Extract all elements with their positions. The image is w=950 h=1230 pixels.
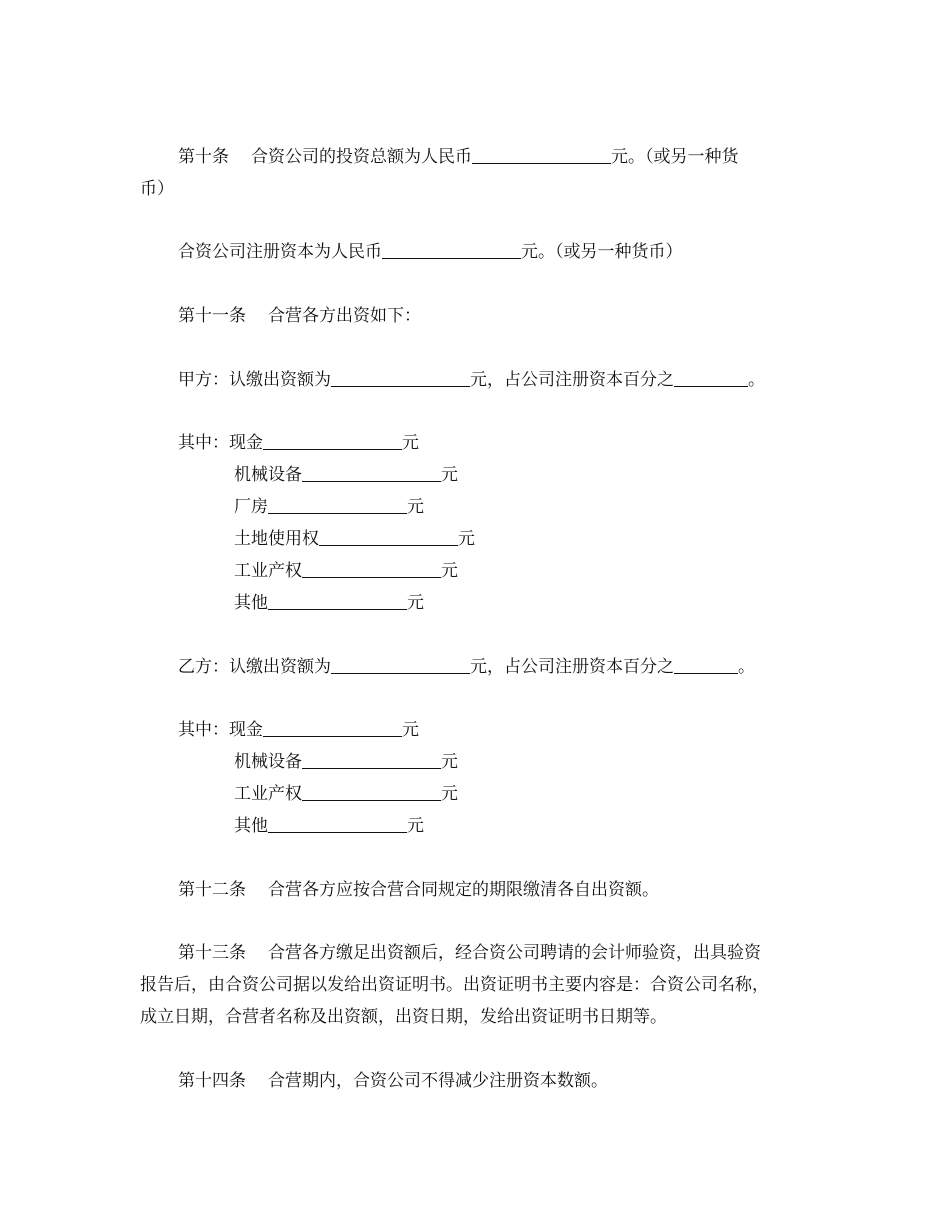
article-11-text: 合营各方出资如下： — [268, 306, 421, 326]
party-b-item-cash — [178, 714, 419, 746]
article-12-text: 合营各方应按合营合同规定的期限缴清各自出资额。 — [268, 880, 659, 900]
article-13-line-1 — [178, 937, 761, 969]
article-14-label: 第十四条 — [178, 1071, 246, 1091]
party-b-line — [178, 651, 755, 683]
breakdown-prefix: 其中： — [178, 720, 229, 740]
party-b-item-other — [234, 810, 424, 842]
party-a-item-ip — [234, 555, 458, 587]
breakdown-label: 机械设备 — [234, 465, 302, 485]
article-13-text: 合营各方缴足出资额后，经合资公司聘请的会计师验资，出具验资 — [268, 943, 761, 963]
article-12-label: 第十二条 — [178, 880, 246, 900]
breakdown-unit: 元 — [407, 816, 424, 836]
registered-capital-tail: 元。（或另一种货币） — [521, 242, 683, 262]
registered-capital-line — [178, 236, 683, 268]
breakdown-blank[interactable] — [302, 461, 441, 482]
breakdown-unit: 元 — [441, 784, 458, 804]
party-b-item-ip — [234, 778, 458, 810]
party-b-text-mid: 元，占公司注册资本百分之 — [470, 657, 674, 677]
breakdown-label: 厂房 — [234, 497, 268, 517]
total-investment-blank[interactable] — [472, 143, 611, 164]
party-a-line — [178, 364, 765, 396]
breakdown-unit: 元 — [441, 752, 458, 772]
breakdown-unit: 元 — [441, 561, 458, 581]
party-b-text: 乙方：认缴出资额为 — [178, 657, 331, 677]
article-13-label: 第十三条 — [178, 943, 246, 963]
breakdown-blank[interactable] — [268, 589, 407, 610]
party-b-item-machinery — [234, 746, 458, 778]
breakdown-blank[interactable] — [302, 748, 441, 769]
breakdown-unit: 元 — [407, 593, 424, 613]
party-a-text: 甲方：认缴出资额为 — [178, 370, 331, 390]
breakdown-unit: 元 — [402, 433, 419, 453]
article-11-label: 第十一条 — [178, 306, 246, 326]
breakdown-blank[interactable] — [263, 429, 402, 450]
article-10-line-2: 币） — [140, 179, 174, 199]
article-10-label: 第十条 — [178, 147, 229, 167]
registered-capital-text: 合资公司注册资本为人民币 — [178, 242, 382, 262]
breakdown-label: 土地使用权 — [234, 529, 319, 549]
breakdown-label: 现金 — [229, 433, 263, 453]
party-a-text-mid: 元，占公司注册资本百分之 — [470, 370, 674, 390]
article-12-line — [178, 874, 659, 906]
article-10-text: 合资公司的投资总额为人民币 — [251, 147, 472, 167]
article-11-line — [178, 300, 421, 332]
article-13-line-3: 成立日期，合营者名称及出资额，出资日期，发给出资证明书日期等。 — [140, 1007, 667, 1027]
breakdown-label: 其他 — [234, 816, 268, 836]
article-10-line-1 — [178, 141, 739, 173]
article-14-line — [178, 1065, 608, 1097]
registered-capital-blank[interactable] — [382, 238, 521, 259]
party-a-percent-blank[interactable] — [674, 366, 748, 387]
party-a-item-factory — [234, 491, 424, 523]
party-b-amount-blank[interactable] — [331, 653, 470, 674]
breakdown-blank[interactable] — [319, 525, 458, 546]
breakdown-unit: 元 — [402, 720, 419, 740]
breakdown-label: 机械设备 — [234, 752, 302, 772]
breakdown-blank[interactable] — [268, 812, 407, 833]
article-10-text-tail: 元。（或另一种货 — [611, 147, 739, 167]
article-14-text: 合营期内，合资公司不得减少注册资本数额。 — [268, 1071, 608, 1091]
party-a-item-other — [234, 587, 424, 619]
breakdown-blank[interactable] — [263, 716, 402, 737]
party-a-text-end: 。 — [748, 370, 765, 390]
breakdown-label: 其他 — [234, 593, 268, 613]
party-b-percent-blank[interactable] — [674, 653, 738, 674]
breakdown-label: 工业产权 — [234, 561, 302, 581]
breakdown-unit: 元 — [441, 465, 458, 485]
party-a-item-land — [234, 523, 475, 555]
article-13-line-2: 报告后，由合资公司据以发给出资证明书。出资证明书主要内容是：合资公司名称， — [140, 975, 769, 995]
breakdown-blank[interactable] — [302, 557, 441, 578]
party-a-item-cash — [178, 427, 419, 459]
party-b-text-end: 。 — [738, 657, 755, 677]
breakdown-blank[interactable] — [302, 780, 441, 801]
party-a-amount-blank[interactable] — [331, 366, 470, 387]
breakdown-unit: 元 — [458, 529, 475, 549]
breakdown-unit: 元 — [407, 497, 424, 517]
breakdown-label: 工业产权 — [234, 784, 302, 804]
breakdown-label: 现金 — [229, 720, 263, 740]
breakdown-prefix: 其中： — [178, 433, 229, 453]
party-a-item-machinery — [234, 459, 458, 491]
breakdown-blank[interactable] — [268, 493, 407, 514]
